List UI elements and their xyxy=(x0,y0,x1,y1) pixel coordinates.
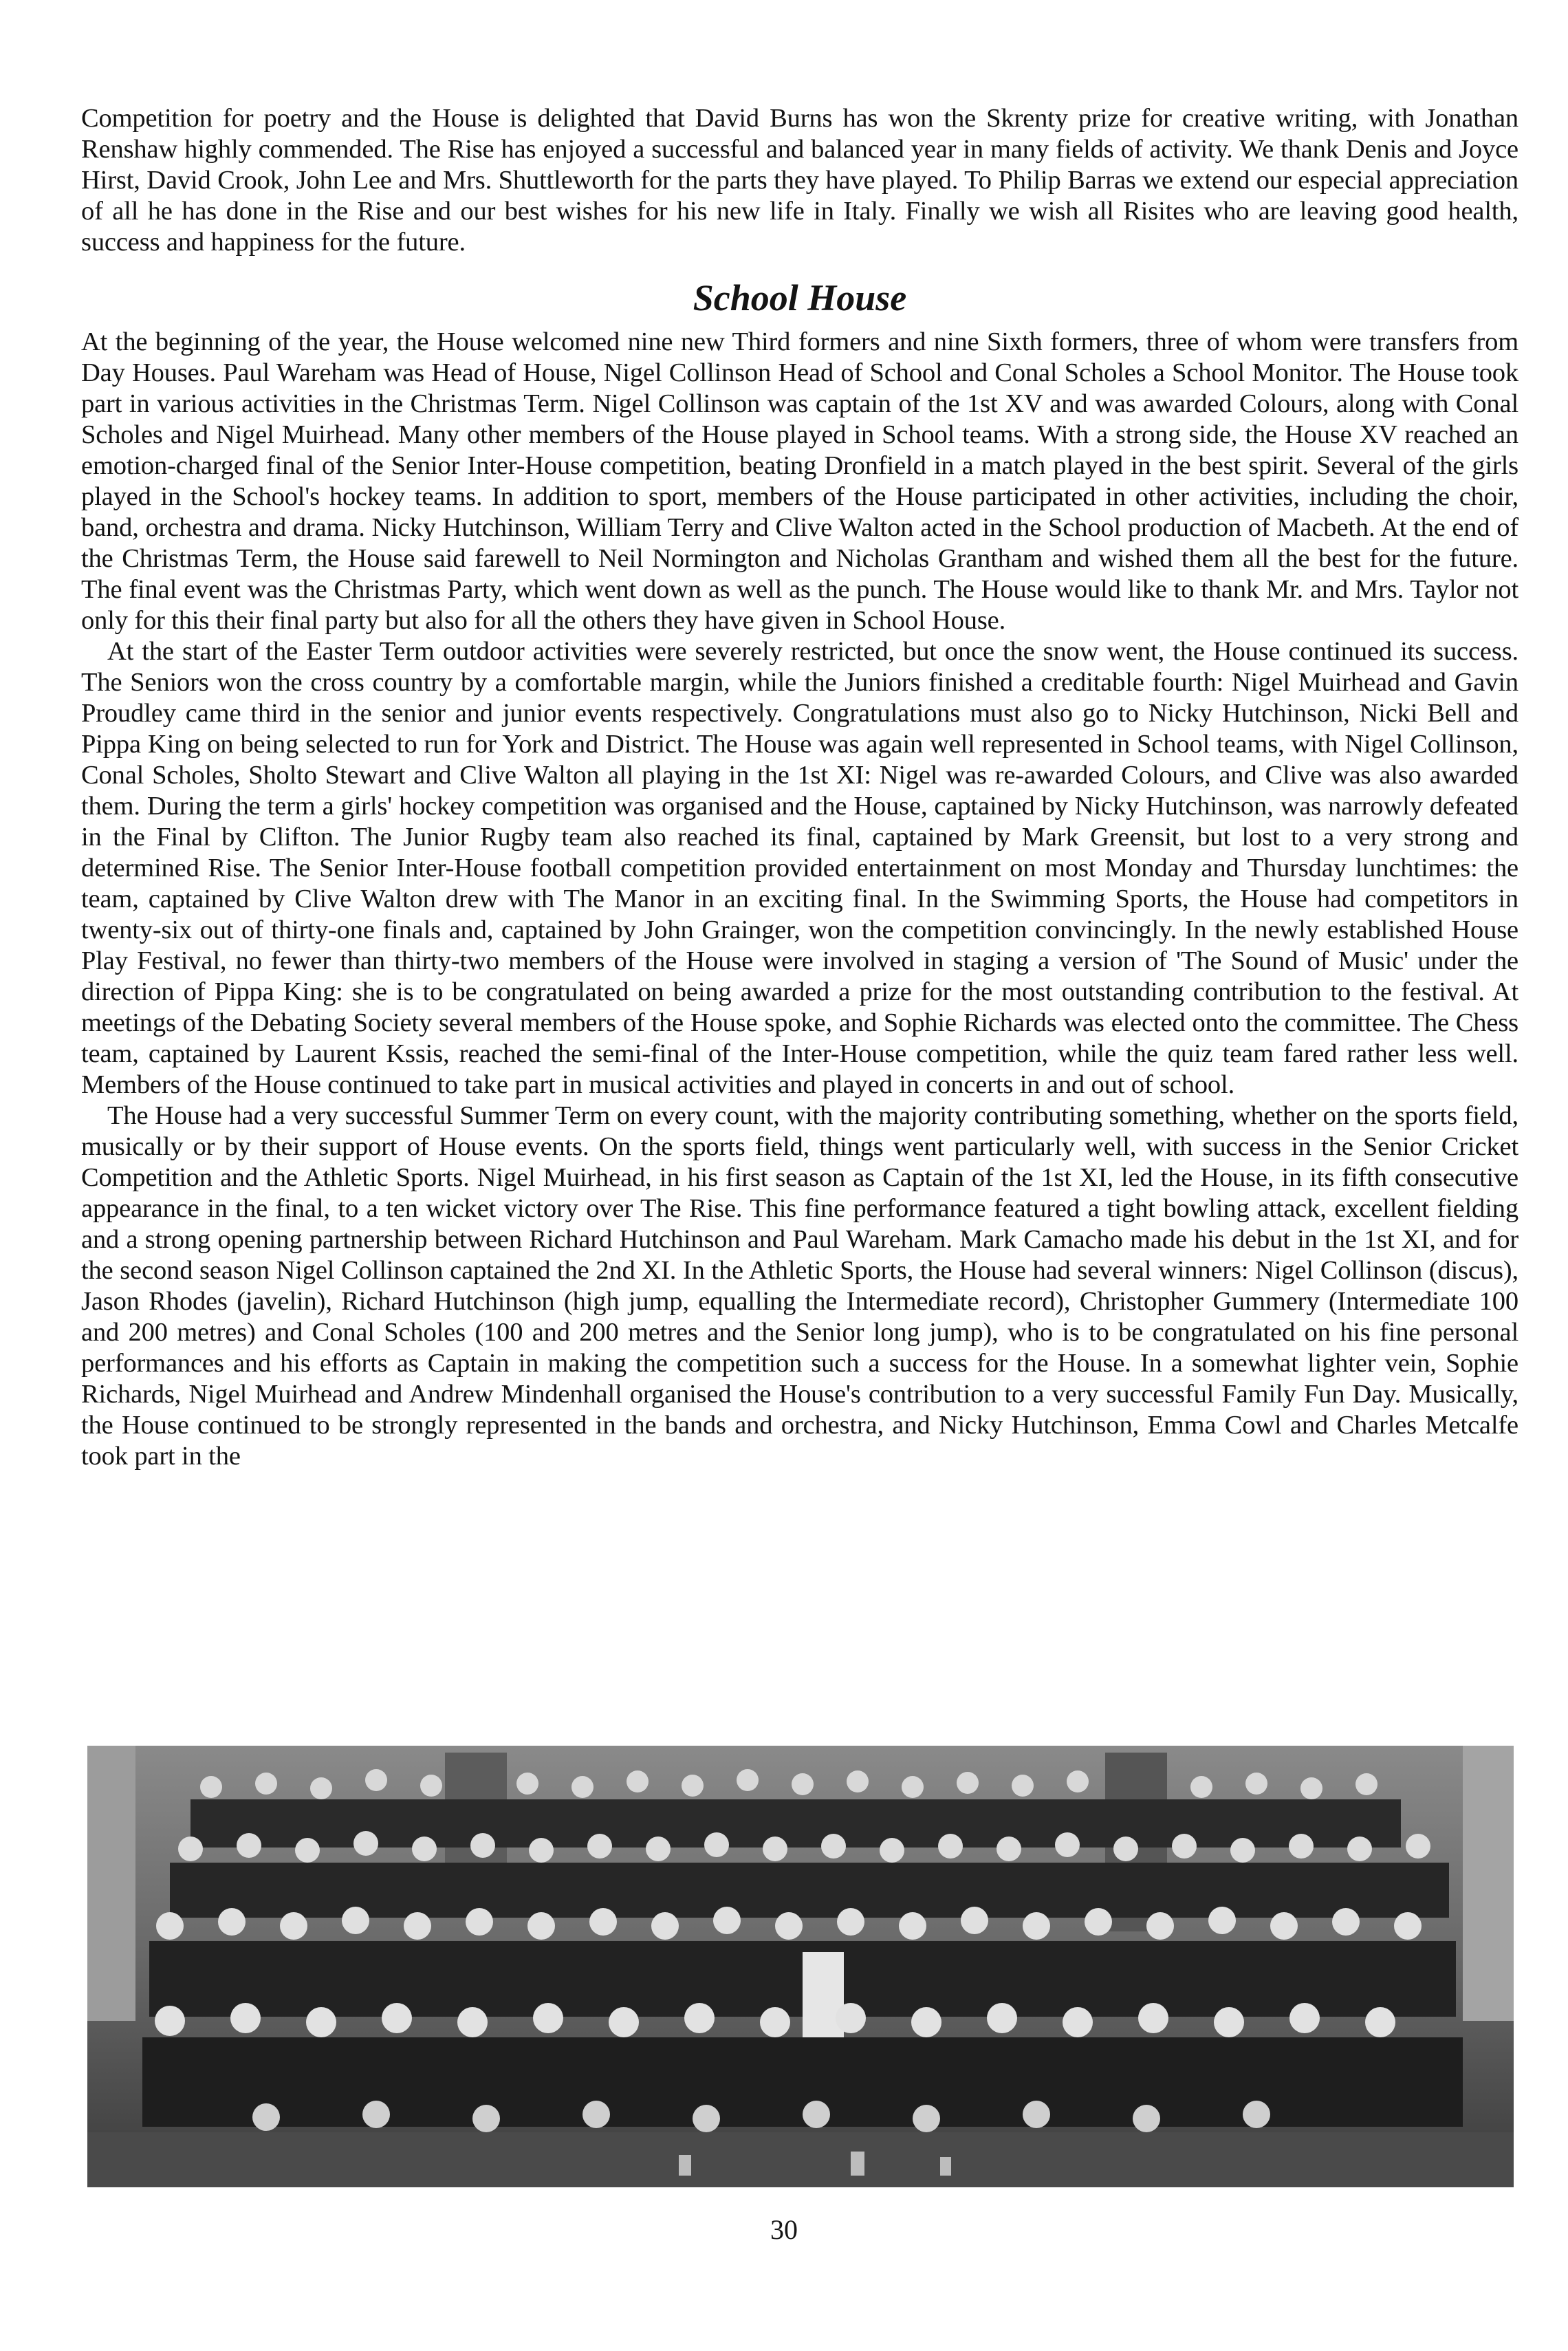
group-photo-image xyxy=(87,1746,1514,2187)
page-content xyxy=(81,103,1518,1472)
school-house-group-photo xyxy=(87,1746,1514,2187)
paragraph-christmas-term: At the beginning of the year, the House welcomed nine new Third formers and nine Sixth formers, three of whom were transfers from Day Houses. Paul Wareham was Head of House, Nigel Collinson Head of School and Conal Scholes a School Monitor. The House took part in various activities in the Christmas Term. Nigel Collinson was captain of the 1st XV and was awarded Colours, along with Conal Scholes and Nigel Muirhead. Many other members of the House played in School teams. With a strong side, the House XV reached an emotion-charged final of the Senior Inter-House competition, beating Dronfield in a match played in the best spirit. Several of the girls played in the School's hockey teams. In addition to sport, members of the House participated in other activities, including the choir, band, orchestra and drama. Nicky Hutchinson, William Terry and Clive Walton acted in the School production of Macbeth. At the end of the Christmas Term, the House said farewell to Neil Normington and Nicholas Grantham and wished them all the best for the future. The final event was the Christmas Party, which went down as well as the punch. The House would like to thank Mr. and Mrs. Taylor not only for this their final party but also for all the others they have given in School House. xyxy=(81,327,1518,635)
section-title: School House xyxy=(693,277,907,318)
page-number: 30 xyxy=(770,2214,798,2245)
rise-closing-paragraph: Competition for poetry and the House is delighted that David Burns has won the Skrenty prize for creative writing, with Jonathan Renshaw highly commended. The Rise has enjoyed a successful and balanced year in many fields of activity. We thank Denis and Joyce Hirst, David Crook, John Lee and Mrs. Shuttleworth for the parts they have played. To Philip Barras we extend our especial appreciation of all he has done in the Rise and our best wishes for his new life in Italy. Finally we wish all Risites who are leaving good health, success and happiness for the future. xyxy=(81,104,1518,257)
paragraph-summer-term: The House had a very successful Summer Term on every count, with the majority contributing something, whether on the sports field, musically or by their support of House events. On the sports field, things went particularly well, with success in the Senior Cricket Competition and the Athletic Sports. Nigel Muirhead, in his first season as Captain of the 1st XI, led the House, in its fifth consecutive appearance in the final, to a ten wicket victory over The Rise. This fine performance featured a tight bowling attack, excellent fielding and a strong opening partnership between Richard Hutchinson and Paul Wareham. Mark Camacho made his debut in the 1st XI, and for the second season Nigel Collinson captained the 2nd XI. In the Athletic Sports, the House had several winners: Nigel Collinson (discus), Jason Rhodes (javelin), Richard Hutchinson (high jump, equalling the Intermediate record), Christopher Gummery (Intermediate 100 and 200 metres) and Conal Scholes (100 and 200 metres and the Senior long jump), who is to be congratulated on his fine personal performances and his efforts as Captain in making the competition such a success for the House. In a somewhat lighter vein, Sophie Richards, Nigel Muirhead and Andrew Mindenhall organised the House's contribution to a very successful Family Fun Day. Musically, the House continued to be strongly represented in the bands and orchestra, and Nicky Hutchinson, Emma Cowl and Charles Metcalfe took part in the xyxy=(81,1101,1518,1471)
paragraph-easter-term: At the start of the Easter Term outdoor activities were severely restricted, but once the snow went, the House continued its success. The Seniors won the cross country by a comfortable margin, while the Juniors finished a creditable fourth: Nigel Muirhead and Gavin Proudley came third in the senior and junior events respectively. Congratulations must also go to Nicky Hutchinson, Nicki Bell and Pippa King on being selected to run for York and District. The House was again well represented in School teams, with Nigel Collinson, Conal Scholes, Sholto Stewart and Clive Walton all playing in the 1st XI: Nigel was re-awarded Colours, and Clive was also awarded them. During the term a girls' hockey competition was organised and the House, captained by Nicky Hutchinson, was narrowly defeated in the Final by Clifton. The Junior Rugby team also reached its final, captained by Mark Greensit, but lost to a very strong and determined Rise. The Senior Inter-House football competition provided entertainment on most Monday and Thursday lunchtimes: the team, captained by Clive Walton drew with The Manor in an exciting final. In the Swimming Sports, the House had competitors in twenty-six out of thirty-one finals and, captained by John Grainger, won the competition convincingly. In the newly established House Play Festival, no fewer than thirty-two members of the House were involved in staging a version of 'The Sound of Music' under the direction of Pippa King: she is to be congratulated on being awarded a prize for the most outstanding contribution to the festival. At meetings of the Debating Society several members of the House spoke, and Sophie Richards was elected onto the committee. The Chess team, captained by Laurent Kssis, reached the semi-final of the Inter-House competition, while the quiz team fared rather less well. Members of the House continued to take part in musical activities and played in concerts in and out of school. xyxy=(81,637,1518,1099)
